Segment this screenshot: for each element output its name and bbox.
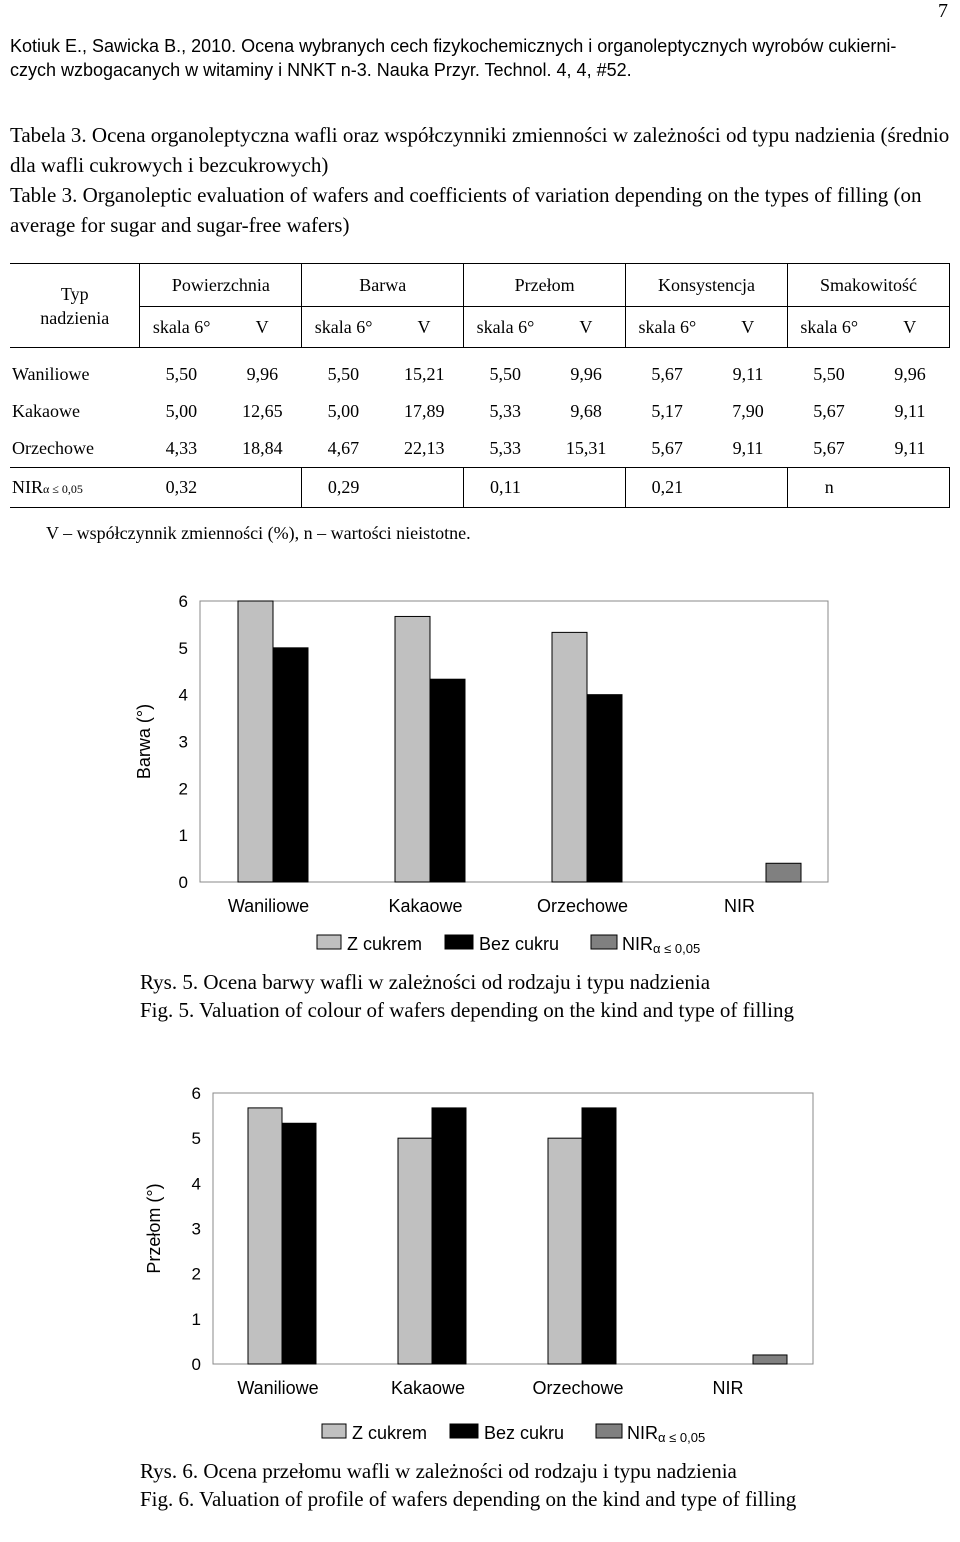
y-axis-label: Przełom (°)	[144, 1183, 164, 1274]
x-category-label: Waniliowe	[227, 896, 310, 916]
legend-swatch-z-cukrem	[322, 1424, 346, 1438]
przelom-chart	[0, 1080, 960, 1450]
x-category-label: Orzechowe	[536, 896, 629, 916]
page-number: 7	[938, 0, 948, 22]
cell: 5,33	[489, 401, 521, 421]
organoleptic-table	[10, 263, 950, 508]
y-tick-label: 5	[178, 638, 188, 658]
figure-5-caption-en: Fig. 5. Valuation of colour of wafers depending on the kind and type of filling	[140, 998, 794, 1022]
table-header-row-2	[10, 307, 950, 348]
nir-label: NIR	[12, 477, 43, 497]
legend-swatch-z-cukrem	[317, 935, 341, 949]
bar-bez-cukru	[273, 648, 308, 882]
cell: 9,11	[894, 401, 926, 421]
row-header-line-1: Typ	[60, 283, 89, 304]
cell: 5,00	[327, 401, 360, 421]
cell: 9,11	[709, 430, 788, 468]
cell: 9,96	[570, 364, 602, 384]
y-tick-label: 2	[191, 1264, 201, 1284]
cell: 12,65	[242, 401, 283, 421]
cell: 5,33	[464, 430, 547, 468]
legend-label-nir: NIRα ≤ 0,05	[622, 934, 701, 956]
cell: 5,50	[327, 364, 360, 384]
cell: 9,11	[732, 364, 764, 384]
figure-5-caption-pl: Rys. 5. Ocena barwy wafli w zależności od rodzaju i typu nadzienia	[140, 970, 711, 994]
x-category-label: NIR	[724, 896, 755, 916]
cell: 5,50	[813, 364, 845, 384]
x-category-label: Waniliowe	[237, 1378, 319, 1398]
row-header-line-2: nadzienia	[40, 307, 110, 328]
citation-line-1: Kotiuk E., Sawicka B., 2010. Ocena wybranych cech fizykochemicznych i organoleptycznych wyrobów cukierni-	[10, 36, 897, 56]
barwa-chart	[0, 585, 960, 965]
sub-header-v: V	[385, 307, 464, 348]
x-category-label: Kakaowe	[390, 1378, 466, 1398]
cell: 18,84	[223, 430, 302, 468]
table-row	[10, 348, 950, 394]
chart-legend	[317, 934, 700, 956]
y-tick-label: 4	[178, 685, 188, 705]
sub-header-scale: skala 6°	[302, 307, 385, 348]
legend-label-bez-cukru: Bez cukru	[484, 1423, 565, 1443]
y-tick-label: 1	[191, 1309, 201, 1329]
y-tick-label: 3	[178, 732, 188, 752]
nir-value: n	[788, 468, 871, 508]
cell: 5,50	[165, 364, 198, 384]
legend-label-z-cukrem: Z cukrem	[347, 934, 423, 954]
nir-value: 0,29	[302, 468, 385, 508]
y-tick-label: 4	[191, 1174, 201, 1194]
legend-label-nir: NIRα ≤ 0,05	[627, 1423, 706, 1445]
cell: 22,13	[385, 430, 464, 468]
table-caption-en: Table 3. Organoleptic evaluation of wafers and coefficients of variation depending on the types of filling (on average for sugar and sugar-free wafers)	[10, 183, 922, 237]
cell: 17,89	[404, 401, 445, 421]
cell: 5,50	[489, 364, 521, 384]
nir-value: 0,21	[626, 468, 709, 508]
cell: 5,00	[165, 401, 198, 421]
y-tick-label: 0	[178, 873, 188, 892]
y-tick-label: 2	[178, 779, 188, 799]
nir-value: 0,32	[140, 468, 223, 508]
cell: 15,21	[404, 364, 445, 384]
legend-swatch-nir	[596, 1424, 622, 1438]
sub-header-scale: skala 6°	[788, 307, 871, 348]
y-tick-label: 5	[191, 1129, 201, 1149]
row-name: Waniliowe	[12, 364, 90, 384]
cell: 5,67	[788, 430, 871, 468]
table-row	[10, 430, 950, 468]
legend-label-bez-cukru: Bez cukru	[479, 934, 560, 954]
cell: 9,11	[870, 430, 949, 468]
bar-nir	[766, 863, 801, 882]
bar-bez-cukru	[582, 1108, 616, 1364]
table-row	[10, 393, 950, 430]
table-caption-pl: Tabela 3. Ocena organoleptyczna wafli oraz współczynniki zmienności w zależności od typu nadzienia (średnio dla wafli cukrowych i bezcukrowych)	[10, 123, 950, 177]
legend-swatch-nir	[591, 935, 617, 949]
cell: 15,31	[547, 430, 626, 468]
bar-z-cukrem	[552, 632, 587, 882]
group-header: Powierzchnia	[140, 264, 302, 307]
cell: 4,33	[140, 430, 223, 468]
bar-bez-cukru	[587, 695, 622, 882]
group-header: Przełom	[464, 264, 626, 307]
legend-swatch-bez-cukru	[450, 1424, 478, 1438]
row-name: Orzechowe	[10, 430, 140, 468]
legend-swatch-bez-cukru	[445, 935, 473, 949]
group-header: Konsystencja	[626, 264, 788, 307]
group-header: Barwa	[302, 264, 464, 307]
bar-z-cukrem	[395, 616, 430, 882]
y-tick-label: 0	[191, 1355, 201, 1374]
bar-z-cukrem	[248, 1108, 282, 1364]
group-header: Smakowitość	[788, 264, 950, 307]
bar-z-cukrem	[548, 1138, 582, 1364]
x-category-label: Kakaowe	[388, 896, 463, 916]
y-tick-label: 6	[191, 1084, 201, 1103]
cell: 4,67	[302, 430, 385, 468]
table-header-row-1	[10, 264, 950, 307]
legend-label-z-cukrem: Z cukrem	[352, 1423, 428, 1443]
figure-6-caption	[140, 1457, 940, 1513]
sub-header-v: V	[547, 307, 626, 348]
nir-subscript: α ≤ 0,05	[43, 482, 83, 496]
cell: 5,67	[651, 364, 683, 384]
sub-header-v: V	[223, 307, 302, 348]
y-tick-label: 6	[178, 592, 188, 611]
sub-header-scale: skala 6°	[464, 307, 547, 348]
bar-bez-cukru	[282, 1123, 316, 1364]
nir-row	[10, 468, 950, 508]
cell: 7,90	[732, 401, 764, 421]
row-header-cell	[10, 264, 140, 348]
nir-label-cell	[10, 468, 140, 508]
bar-nir	[753, 1355, 787, 1364]
bar-z-cukrem	[398, 1138, 432, 1364]
citation-header	[10, 34, 950, 82]
cell: 5,67	[626, 430, 709, 468]
bar-z-cukrem	[238, 601, 273, 882]
figure-5-caption	[140, 968, 940, 1024]
sub-header-scale: skala 6°	[140, 307, 223, 348]
nir-value: 0,11	[464, 468, 547, 508]
sub-header-scale: skala 6°	[626, 307, 709, 348]
row-name: Kakaowe	[12, 401, 80, 421]
cell: 9,96	[894, 364, 926, 384]
sub-header-v: V	[709, 307, 788, 348]
x-category-label: NIR	[712, 1378, 744, 1398]
table-note: V – współczynnik zmienności (%), n – wartości nieistotne.	[46, 523, 471, 543]
y-axis-label: Barwa (°)	[134, 703, 154, 780]
figure-6-caption-en: Fig. 6. Valuation of profile of wafers depending on the kind and type of filling	[140, 1487, 797, 1511]
figure-6-caption-pl: Rys. 6. Ocena przełomu wafli w zależności od rodzaju i typu nadzienia	[140, 1459, 737, 1483]
cell: 9,68	[570, 401, 602, 421]
cell: 5,17	[651, 401, 683, 421]
cell: 9,96	[246, 364, 279, 384]
y-tick-label: 3	[191, 1219, 201, 1239]
chart-legend	[322, 1423, 705, 1445]
cell: 5,67	[813, 401, 845, 421]
x-category-label: Orzechowe	[532, 1378, 624, 1398]
y-tick-label: 1	[178, 826, 188, 846]
table-caption	[10, 120, 950, 240]
sub-header-v: V	[870, 307, 949, 348]
citation-line-2: czych wzbogacanych w witaminy i NNKT n-3. Nauka Przyr. Technol. 4, 4, #52.	[10, 60, 632, 80]
bar-bez-cukru	[432, 1108, 466, 1364]
bar-bez-cukru	[430, 679, 465, 882]
